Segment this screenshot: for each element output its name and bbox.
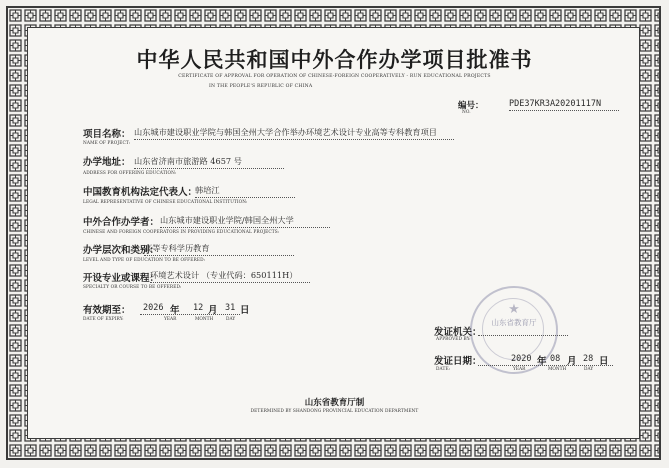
project-name-value: 山东城市建设职业学院与韩国全州大学合作举办环境艺术设计专业高等专科教育项目 [134, 127, 437, 137]
expiry-month-english: MONTH [195, 317, 214, 322]
expiry-month: 12 [193, 303, 204, 313]
expiry-underline [140, 314, 240, 315]
level-value: 高等专科学历教育 [144, 243, 210, 253]
project-name-english: NAME OF PROJECT: [83, 141, 131, 146]
serial-label-english: NO. [462, 110, 471, 115]
cooperators-label: 中外合作办学者： [83, 217, 160, 228]
issue-month: 08 [550, 354, 561, 364]
level-english: LEVEL AND TYPE OF EDUCATION TO BE OFFERED: [83, 258, 206, 263]
issue-date-label: 发证日期： [434, 356, 482, 367]
issue-year-english: YEAR [513, 367, 526, 372]
legal-rep-underline [195, 197, 295, 198]
project-name-label: 项目名称： [83, 129, 131, 140]
approved-by-label: 发证机关： [434, 327, 482, 338]
approved-by-underline [478, 335, 568, 336]
issue-month-unit: 月 [567, 356, 577, 367]
address-underline [134, 168, 284, 169]
address-value: 山东省济南市旅游路 4657 号 [134, 156, 242, 166]
issue-date-underline [478, 365, 613, 366]
expiry-day-unit: 日 [240, 305, 250, 316]
specialty-english: SPECIALTY OR COURSE TO BE OFFERED: [83, 285, 182, 290]
expiry-year-english: YEAR [164, 317, 177, 322]
legal-rep-value: 韩培江 [195, 185, 220, 195]
cooperators-underline [160, 227, 330, 228]
serial-label: 编号： [458, 101, 484, 111]
expiry-year: 2026 [143, 303, 164, 313]
issue-day-english: DAY [584, 367, 594, 372]
expiry-month-unit: 月 [208, 305, 218, 316]
specialty-underline [150, 282, 310, 283]
issue-year-unit: 年 [537, 356, 547, 367]
seal-text: 山东省教育厅 [491, 318, 537, 327]
level-underline [144, 255, 294, 256]
issue-day: 28 [583, 354, 594, 364]
approved-by-english: APPROVED BY: [436, 337, 471, 342]
subtitle-english-1: CERTIFICATE OF APPROVAL FOR OPERATION OF CHINESE-FOREIGN COOPERATIVELY - RUN EDUCATIONAL PROJECTS [178, 74, 491, 79]
legal-rep-english: LEGAL REPRESENTATIVE OF CHINESE EDUCATIONAL INSTITUTION: [83, 200, 248, 205]
cooperators-english: CHINESE AND FOREIGN COOPERATORS IN PROVIDING EDUCATIONAL PROJECTS: [83, 230, 280, 235]
expiry-day-english: DAY [226, 317, 236, 322]
address-label: 办学地址： [83, 157, 131, 168]
project-name-underline [134, 139, 454, 140]
subtitle-english-2: IN THE PEOPLE'S REPUBLIC OF CHINA [209, 84, 313, 89]
specialty-label: 开设专业或课程： [83, 273, 160, 284]
expiry-year-unit: 年 [170, 305, 180, 316]
expiry-label: 有效期至： [83, 305, 131, 316]
issue-date-english: DATE: [436, 367, 451, 372]
level-label: 办学层次和类别： [83, 245, 160, 256]
footer-issuer-english: DETERMINED BY SHANDONG PROVINCIAL EDUCATION DEPARTMENT [250, 409, 419, 414]
expiry-day: 31 [225, 303, 236, 313]
cooperators-value: 山东城市建设职业学院/韩国全州大学 [160, 215, 294, 225]
issue-day-unit: 日 [599, 356, 609, 367]
seal-star-icon: ★ [508, 302, 520, 317]
specialty-value: 环境艺术设计 （专业代码：650111H） [150, 270, 298, 280]
footer-issuer: 山东省教育厅制 [304, 398, 365, 408]
serial-number: PDE37KR3A20201117N [509, 99, 602, 109]
issue-month-english: MONTH [548, 367, 567, 372]
address-english: ADDRESS FOR OFFERING EDUCATION: [83, 171, 177, 176]
expiry-english: DATE OF EXPIRY: [83, 317, 124, 322]
issue-year: 2020 [511, 354, 532, 364]
legal-rep-label: 中国教育机构法定代表人： [83, 187, 198, 198]
certificate-title: 中华人民共和国中外合作办学项目批准书 [136, 47, 533, 72]
serial-underline [509, 110, 619, 111]
